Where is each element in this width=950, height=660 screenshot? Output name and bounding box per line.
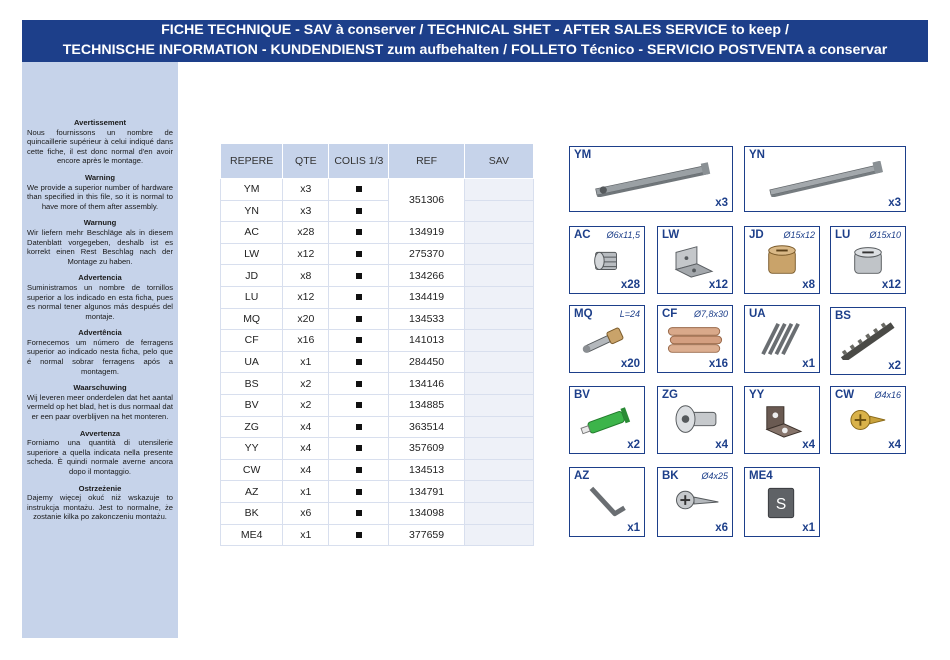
card-cw [830, 386, 906, 454]
note-en [27, 173, 173, 211]
screw-insert-icon [570, 241, 644, 279]
cell-ref: 141013 [389, 330, 464, 352]
wooden-dowel-icon [658, 320, 732, 358]
table-row [221, 524, 534, 546]
bracket-icon [658, 241, 732, 279]
card-code: AC [574, 229, 591, 241]
table-header-row [221, 144, 534, 179]
card-code: JD [749, 229, 764, 241]
cell-ref: 351306 [389, 179, 464, 222]
card-bs [830, 307, 906, 375]
card-bv [569, 386, 645, 454]
colis-marker [356, 208, 362, 214]
card-dim: Ø4x16 [874, 390, 901, 400]
cell-repere: BV [221, 394, 283, 416]
drawer-rail-icon [570, 161, 732, 197]
cell-ref: 134098 [389, 502, 464, 524]
cell-sav[interactable] [464, 524, 533, 546]
card-qty: x4 [888, 439, 901, 451]
card-az [569, 467, 645, 537]
barrel-nut-icon [658, 401, 732, 439]
note-body: Fornecemos um número de ferragens superior ao indicado nesta ficha, pelo que é normal sobrar ferragens após a montagem. [27, 337, 173, 376]
card-yy [744, 386, 820, 454]
shelf-support-strip-icon [831, 322, 905, 360]
cell-colis [329, 394, 389, 416]
cell-colis [329, 286, 389, 308]
cell-sav[interactable] [464, 373, 533, 395]
connector-bolt-icon [570, 320, 644, 358]
cell-repere: UA [221, 351, 283, 373]
logo-plate-icon [745, 482, 819, 522]
cell-repere: AZ [221, 481, 283, 503]
hanger-strip-icon [745, 320, 819, 358]
card-dim: Ø7,8x30 [693, 309, 728, 319]
colis-marker [356, 489, 362, 495]
col-colis: COLIS 1/3 [329, 144, 389, 179]
col-ref: REF [389, 144, 464, 179]
cell-ref: 377659 [389, 524, 464, 546]
angle-bracket-icon [745, 401, 819, 439]
cell-ref: 134146 [389, 373, 464, 395]
cell-colis [329, 416, 389, 438]
cell-sav[interactable] [464, 179, 533, 201]
cell-colis [329, 373, 389, 395]
card-qty: x4 [715, 439, 728, 451]
note-body: Wir liefern mehr Beschläge als in diesem Datenblatt vorgegeben, deshalb ist es korrekt einen Rest Beschlag nach der Montage zu haben. [27, 227, 173, 266]
cell-repere: JD [221, 265, 283, 287]
card-qty: x1 [802, 358, 815, 370]
drawer-rail-icon [745, 161, 905, 197]
cell-colis [329, 481, 389, 503]
svg-text:S: S [775, 495, 787, 513]
cell-ref: 275370 [389, 243, 464, 265]
cell-sav[interactable] [464, 222, 533, 244]
card-cf [657, 305, 733, 373]
card-code: LW [662, 229, 680, 241]
cell-qte: x12 [283, 286, 329, 308]
cell-qte: x4 [283, 416, 329, 438]
cell-qte: x1 [283, 524, 329, 546]
cell-qte: x1 [283, 481, 329, 503]
cell-colis [329, 265, 389, 287]
table-row [221, 459, 534, 481]
cell-ref: 363514 [389, 416, 464, 438]
card-zg [657, 386, 733, 454]
header-line-1: FICHE TECHNIQUE - SAV à conserver / TECHNICAL SHET - AFTER SALES SERVICE to keep / [161, 22, 789, 38]
cell-colis [329, 330, 389, 352]
col-qte: QTE [283, 144, 329, 179]
cell-qte: x12 [283, 243, 329, 265]
cell-sav[interactable] [464, 481, 533, 503]
note-it [27, 429, 173, 477]
note-fr [27, 118, 173, 166]
colis-marker [356, 510, 362, 516]
cell-qte: x20 [283, 308, 329, 330]
cell-ref: 134919 [389, 222, 464, 244]
cell-sav[interactable] [464, 459, 533, 481]
warning-notes [27, 118, 173, 529]
cell-repere: CF [221, 330, 283, 352]
cell-qte: x28 [283, 222, 329, 244]
colis-marker [356, 251, 362, 257]
card-qty: x1 [627, 522, 640, 534]
table-row [221, 373, 534, 395]
card-qty: x4 [802, 439, 815, 451]
cell-colis [329, 459, 389, 481]
table-row [221, 286, 534, 308]
table-row [221, 330, 534, 352]
note-es [27, 273, 173, 321]
cell-repere: LW [221, 243, 283, 265]
note-body: Nous fournissons un nombre de quincaillerie supérieur à celui indiqué dans cette fiche, il est donc normal d'en avoir encore après le montage. [27, 127, 173, 166]
colis-marker [356, 445, 362, 451]
cell-colis [329, 179, 389, 201]
colis-marker [356, 467, 362, 473]
colis-marker [356, 316, 362, 322]
table-row [221, 351, 534, 373]
cell-repere: YN [221, 200, 283, 222]
cell-sav[interactable] [464, 394, 533, 416]
cell-colis [329, 351, 389, 373]
note-body: We provide a superior number of hardware than specified in this file, so it is normal to have more of them after assembly. [27, 182, 173, 211]
col-sav: SAV [464, 144, 533, 179]
cell-sav[interactable] [464, 308, 533, 330]
note-title: Advertencia [78, 273, 122, 283]
colis-marker [356, 381, 362, 387]
cell-qte: x6 [283, 502, 329, 524]
cell-ref: 134266 [389, 265, 464, 287]
card-code: YN [749, 149, 765, 161]
colis-marker [356, 337, 362, 343]
card-code: LU [835, 229, 851, 241]
cell-repere: AC [221, 222, 283, 244]
cam-lock-icon [745, 241, 819, 279]
note-body: Dajemy więcej okuć niż wskazuje to instrukcja montażu. Jest to normalne, że zostanie kilka po zakonczeniu montażu. [27, 493, 173, 522]
cell-repere: ME4 [221, 524, 283, 546]
cell-qte: x3 [283, 179, 329, 201]
card-qty: x2 [627, 439, 640, 451]
card-code: BK [662, 470, 679, 482]
cell-colis [329, 438, 389, 460]
page-header [22, 20, 928, 62]
card-code: BV [574, 389, 590, 401]
note-body: Wij leveren meer onderdelen dat het aantal vermeld op het blad, het is dus normaal dat er een paar overblijven na het monteren. [27, 392, 173, 422]
table-row [221, 200, 534, 222]
card-code: AZ [574, 470, 590, 482]
colis-marker [356, 402, 362, 408]
note-title: Advertência [78, 328, 122, 338]
card-code: UA [749, 308, 766, 320]
card-dim: L=24 [619, 309, 640, 319]
cell-sav[interactable] [464, 265, 533, 287]
table-row [221, 265, 534, 287]
cell-repere: LU [221, 286, 283, 308]
cell-repere: CW [221, 459, 283, 481]
card-bk [657, 467, 733, 537]
cell-colis [329, 222, 389, 244]
card-code: ME4 [749, 470, 773, 482]
cell-qte: x2 [283, 373, 329, 395]
card-code: YY [749, 389, 765, 401]
colis-marker [356, 186, 362, 192]
card-dim: Ø15x10 [869, 230, 901, 240]
card-me4 [744, 467, 820, 537]
card-lw [657, 226, 733, 294]
card-qty: x28 [620, 279, 640, 291]
cell-qte: x4 [283, 459, 329, 481]
card-code: MQ [574, 308, 593, 320]
cell-repere: MQ [221, 308, 283, 330]
note-pt [27, 328, 173, 376]
cell-repere: BK [221, 502, 283, 524]
glue-tube-icon [570, 401, 644, 439]
table-row [221, 416, 534, 438]
note-title: Warning [84, 172, 116, 182]
cell-repere: BS [221, 373, 283, 395]
card-mq [569, 305, 645, 373]
table-row [221, 308, 534, 330]
cell-ref: 134885 [389, 394, 464, 416]
cell-sav[interactable] [464, 330, 533, 352]
card-dim: Ø4x25 [701, 471, 728, 481]
card-qty: x6 [715, 522, 728, 534]
note-pl [27, 484, 173, 522]
card-qty: x3 [888, 197, 901, 209]
cell-sav[interactable] [464, 416, 533, 438]
note-title: Avertissement [73, 118, 127, 127]
cell-sav[interactable] [464, 243, 533, 265]
table-row [221, 438, 534, 460]
cell-qte: x8 [283, 265, 329, 287]
cell-qte: x3 [283, 200, 329, 222]
card-jd [744, 226, 820, 294]
card-qty: x16 [708, 358, 728, 370]
cell-qte: x1 [283, 351, 329, 373]
wood-screw-icon [831, 401, 905, 439]
header-line-2: TECHNISCHE INFORMATION - KUNDENDIENST zum aufbehalten / FOLLETO Técnico - SERVICIO POSTVENTA a conservar [62, 42, 888, 58]
cell-ref: 134791 [389, 481, 464, 503]
cell-qte: x16 [283, 330, 329, 352]
note-title: Warnung [83, 218, 117, 228]
colis-marker [356, 532, 362, 538]
cell-ref: 284450 [389, 351, 464, 373]
card-lu [830, 226, 906, 294]
table-row [221, 222, 534, 244]
cell-sav[interactable] [464, 351, 533, 373]
card-yn [744, 146, 906, 212]
col-repere: REPERE [221, 144, 283, 179]
card-dim: Ø15x12 [783, 230, 815, 240]
card-qty: x20 [620, 358, 640, 370]
card-qty: x2 [888, 360, 901, 372]
card-ac [569, 226, 645, 294]
colis-marker [356, 273, 362, 279]
colis-marker [356, 229, 362, 235]
cell-colis [329, 308, 389, 330]
note-title: Ostrzeżenie [78, 483, 122, 493]
allen-key-icon [570, 482, 644, 522]
note-nl [27, 383, 173, 421]
cell-colis [329, 502, 389, 524]
card-qty: x12 [881, 279, 901, 291]
parts-table [220, 143, 534, 546]
cell-sav[interactable] [464, 200, 533, 222]
card-code: BS [835, 310, 851, 322]
colis-marker [356, 294, 362, 300]
cell-repere: ZG [221, 416, 283, 438]
card-code: ZG [662, 389, 678, 401]
table-row [221, 481, 534, 503]
cell-ref: 134419 [389, 286, 464, 308]
cell-ref: 134533 [389, 308, 464, 330]
warning-sidebar [22, 62, 178, 638]
card-ua [744, 305, 820, 373]
card-dim: Ø6x11,5 [606, 230, 640, 240]
cell-qte: x2 [283, 394, 329, 416]
card-code: CF [662, 308, 678, 320]
table-row [221, 502, 534, 524]
cell-ref: 357609 [389, 438, 464, 460]
note-title: Avvertenza [79, 428, 121, 438]
cell-qte: x4 [283, 438, 329, 460]
card-qty: x3 [715, 197, 728, 209]
table-row [221, 243, 534, 265]
table-row [221, 179, 534, 201]
screw-icon [658, 482, 732, 522]
cell-sav[interactable] [464, 286, 533, 308]
card-code: CW [835, 389, 855, 401]
table-row [221, 394, 534, 416]
note-body: Forniamo una quantità di utensilerie superiore a quella indicata nella presente scheda. È quindi normale averne ancora dopo il montaggio. [27, 438, 173, 476]
cell-colis [329, 524, 389, 546]
cell-ref: 134513 [389, 459, 464, 481]
note-title: Waarschuwing [73, 383, 127, 393]
cell-colis [329, 200, 389, 222]
colis-marker [356, 424, 362, 430]
note-body: Suministramos un nombre de tornillos superior a los indicado en esta ficha, pues es normal tener algunos más después del montaje. [27, 282, 173, 321]
card-qty: x8 [802, 279, 815, 291]
cell-repere: YY [221, 438, 283, 460]
cell-sav[interactable] [464, 502, 533, 524]
colis-marker [356, 359, 362, 365]
card-qty: x1 [802, 522, 815, 534]
card-ym [569, 146, 733, 212]
card-code: YM [574, 149, 592, 161]
card-qty: x12 [708, 279, 728, 291]
cam-lock-icon [831, 241, 905, 279]
cell-repere: YM [221, 179, 283, 201]
note-de [27, 218, 173, 266]
cell-colis [329, 243, 389, 265]
cell-sav[interactable] [464, 438, 533, 460]
